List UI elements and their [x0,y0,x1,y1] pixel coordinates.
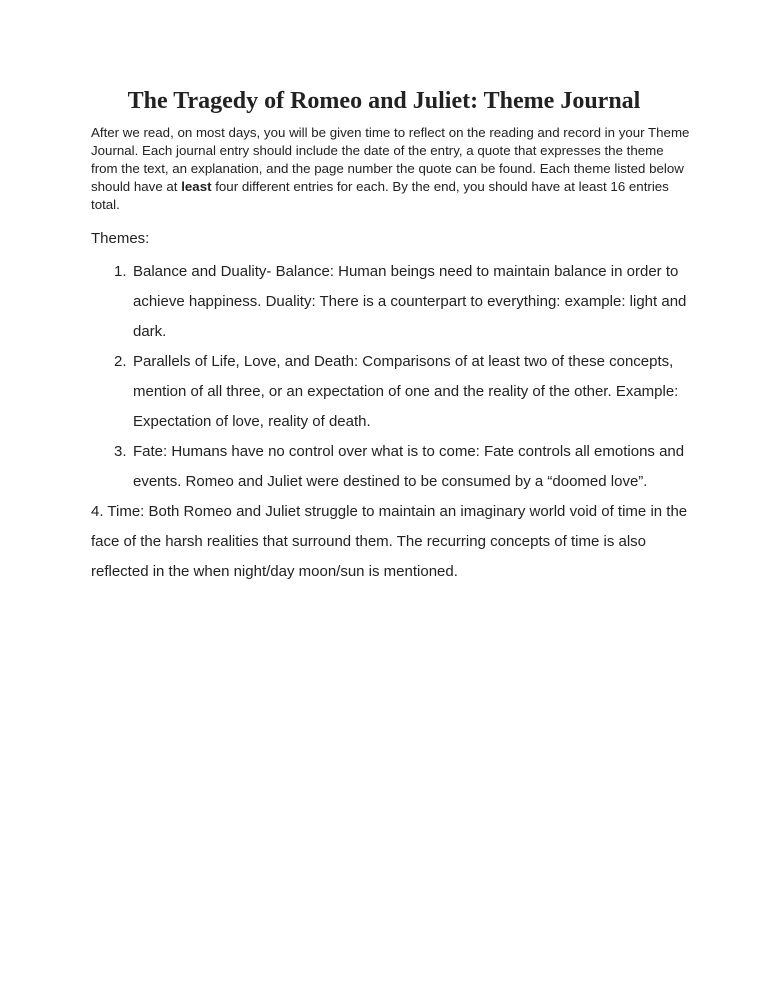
theme-number: 3. [114,443,127,460]
intro-text: After we read, on most days, you will be given time to reflect on the reading and record in your Theme Journal. Each journal entry should include the date of the entry, a quote that expresses the theme from the text, an explanation, and the page number the quote can be found. Each theme listed below should have at [91,125,690,194]
theme-number: 1. [114,263,127,280]
theme-text: Balance and Duality- Balance: Human beings need to maintain balance in order to achieve happiness. Duality: There is a counterpart to everything: example: light and dark. [133,263,687,340]
intro-paragraph [91,124,693,214]
theme-text: Fate: Humans have no control over what is to come: Fate controls all emotions and events. Romeo and Juliet were destined to be consumed by a “doomed love”. [133,443,685,490]
intro-text-end: four different entries for each. By the end, you should have at least 16 entries total. [91,179,669,212]
intro-bold-word: least [181,179,212,194]
themes-label: Themes: [91,230,150,247]
page-title: The Tragedy of Romeo and Juliet: Theme Journal [127,88,641,114]
themes-list [91,257,701,587]
theme-item-1 [91,257,701,347]
theme-item-3 [91,437,701,497]
theme-item-2 [91,347,701,437]
theme-item-4: 4. Time: Both Romeo and Juliet struggle to maintain an imaginary world void of time in the face of the harsh realities that surround them. The recurring concepts of time is also reflected in the when night/day moon/sun is mentioned. [91,503,688,580]
theme-text: Parallels of Life, Love, and Death: Comparisons of at least two of these concepts, mention of all three, or an expectation of one and the reality of the other. Example: Expectation of love, reality of death. [133,353,679,430]
theme-number: 2. [114,353,127,370]
